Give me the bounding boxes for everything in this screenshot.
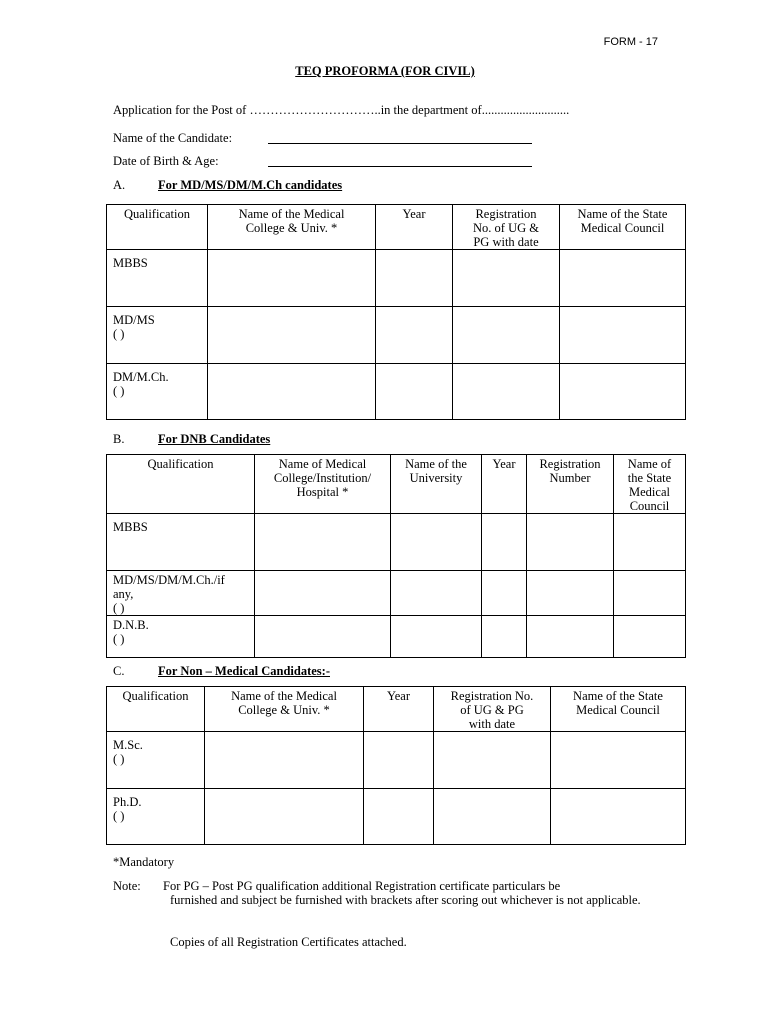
application-line: Application for the Post of …………………………..in the department of............................ [113,103,570,117]
input-cell[interactable] [614,616,686,658]
table-row [107,571,686,616]
input-cell[interactable] [482,571,527,616]
input-cell[interactable] [527,616,614,658]
qualification-cell: D.N.B. ( ) [107,616,255,658]
table-a [106,204,686,420]
input-cell[interactable] [391,616,482,658]
column-header: Name of Medical College/Institution/ Hospital * [255,455,391,514]
input-cell[interactable] [434,732,551,789]
input-cell[interactable] [482,616,527,658]
copies-attached: Copies of all Registration Certificates attached. [170,935,407,949]
candidate-name-field[interactable] [268,143,532,144]
input-cell[interactable] [205,732,364,789]
input-cell[interactable] [551,732,686,789]
page-title: TEQ PROFORMA (FOR CIVIL) [295,64,475,78]
section-title: For MD/MS/DM/M.Ch candidates [158,178,343,192]
qualification-cell: MD/MS ( ) [107,307,208,364]
input-cell[interactable] [391,571,482,616]
input-cell[interactable] [255,571,391,616]
column-header: Year [482,455,527,514]
table-c [106,686,686,845]
mandatory-note: *Mandatory [113,855,175,869]
note [113,879,685,907]
table-header-row [107,205,686,250]
section-b-heading [113,432,713,448]
table-row [107,514,686,571]
input-cell[interactable] [527,571,614,616]
input-cell[interactable] [208,250,376,307]
dob-label: Date of Birth & Age: [113,154,219,168]
section-title: For Non – Medical Candidates:- [158,664,330,678]
input-cell[interactable] [208,307,376,364]
column-header: Qualification [107,687,205,732]
input-cell[interactable] [453,364,560,420]
column-header: Registration No. of UG & PG with date [453,205,560,250]
column-header: Name of the State Medical Council [560,205,686,250]
table-row [107,616,686,658]
column-header: Qualification [107,455,255,514]
input-cell[interactable] [376,250,453,307]
input-cell[interactable] [255,514,391,571]
column-header: Name of the Medical College & Univ. * [208,205,376,250]
table-row [107,250,686,307]
note-first-line: For PG – Post PG qualification additional Registration certificate particulars be [163,879,561,893]
table-b [106,454,686,658]
section-letter: A. [113,178,126,192]
column-header: Name of the State Medical Council [614,455,686,514]
table-row [107,732,686,789]
dob-field[interactable] [268,166,532,167]
input-cell[interactable] [376,364,453,420]
column-header: Year [376,205,453,250]
input-cell[interactable] [453,250,560,307]
input-cell[interactable] [255,616,391,658]
input-cell[interactable] [560,364,686,420]
input-cell[interactable] [453,307,560,364]
column-header: Year [364,687,434,732]
table-row [107,307,686,364]
input-cell[interactable] [364,732,434,789]
candidate-name-label: Name of the Candidate: [113,131,233,145]
note-body [163,879,685,907]
qualification-cell: MBBS [107,514,255,571]
input-cell[interactable] [614,514,686,571]
qualification-cell: Ph.D. ( ) [107,789,205,845]
form-number: FORM - 17 [603,36,658,48]
section-a-heading [113,178,713,194]
table-row [107,364,686,420]
input-cell[interactable] [560,250,686,307]
note-rest: furnished and subject be furnished with brackets after scoring out whichever is not applicable. [170,893,641,907]
qualification-cell: M.Sc. ( ) [107,732,205,789]
input-cell[interactable] [205,789,364,845]
table-header-row [107,455,686,514]
input-cell[interactable] [391,514,482,571]
column-header: Name of the Medical College & Univ. * [205,687,364,732]
column-header: Qualification [107,205,208,250]
input-cell[interactable] [551,789,686,845]
input-cell[interactable] [527,514,614,571]
table-header-row [107,687,686,732]
input-cell[interactable] [364,789,434,845]
input-cell[interactable] [208,364,376,420]
input-cell[interactable] [376,307,453,364]
column-header: Name of the University [391,455,482,514]
qualification-cell: MBBS [107,250,208,307]
table-row [107,789,686,845]
qualification-cell: DM/M.Ch. ( ) [107,364,208,420]
section-title: For DNB Candidates [158,432,271,446]
input-cell[interactable] [434,789,551,845]
column-header: Registration No. of UG & PG with date [434,687,551,732]
input-cell[interactable] [560,307,686,364]
column-header: Name of the State Medical Council [551,687,686,732]
qualification-cell: MD/MS/DM/M.Ch./if any, ( ) [107,571,255,616]
section-letter: C. [113,664,125,678]
section-letter: B. [113,432,125,446]
note-label: Note: [113,879,141,893]
section-c-heading [113,664,713,680]
column-header: Registration Number [527,455,614,514]
input-cell[interactable] [482,514,527,571]
input-cell[interactable] [614,571,686,616]
